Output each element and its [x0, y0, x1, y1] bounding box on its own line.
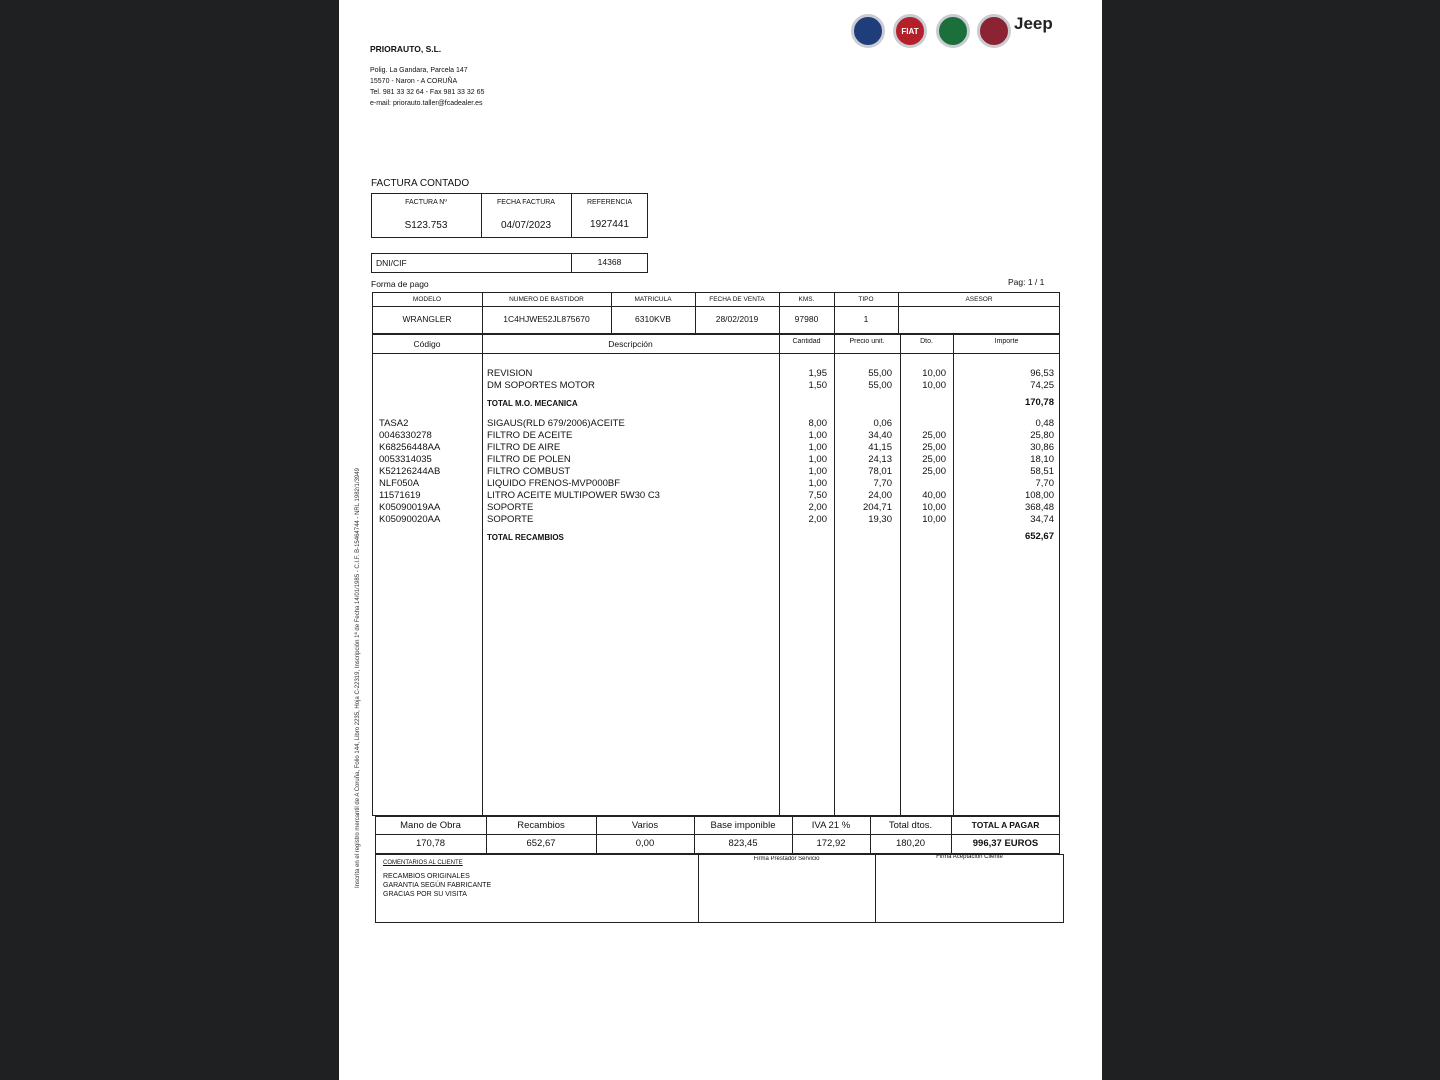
company-address-2: 15570 - Naron - A CORUÑA [370, 78, 458, 85]
item-quantity: 1,50 [808, 380, 827, 391]
item-amount: 0,48 [1035, 418, 1054, 429]
vehicle-header-3: FECHA DE VENTA [709, 296, 765, 303]
vehicle-header-0: MODELO [412, 296, 442, 303]
vehicle-header-1: NUMERO DE BASTIDOR [509, 296, 584, 303]
dni-label: DNI/CIF [376, 258, 407, 268]
item-unit-price: 34,40 [868, 430, 892, 441]
invoice-page [339, 0, 1102, 1080]
item-quantity: 1,00 [808, 442, 827, 453]
totals-label-5: Total dtos. [888, 820, 933, 831]
company-address-1: Polig. La Gandara, Parcela 147 [370, 67, 468, 74]
item-unit-price: 41,15 [868, 442, 892, 453]
totals-label-0: Mano de Obra [400, 820, 461, 831]
item-description: SIGAUS(RLD 679/2006)ACEITE [487, 418, 625, 429]
item-amount: 368,48 [1024, 502, 1054, 513]
invoice-date-label: FECHA FACTURA [497, 199, 555, 206]
totals-label-2: Varios [631, 820, 659, 831]
totals-value-6: 996,37 EUROS [972, 838, 1039, 849]
invoice-type: FACTURA CONTADO [371, 178, 470, 189]
invoice-number: S123.753 [404, 220, 448, 231]
item-code: 0046330278 [379, 430, 432, 441]
vehicle-value-2: 6310KVB [635, 314, 671, 324]
item-description: FILTRO DE AIRE [487, 442, 561, 453]
invoice-reference: 1927441 [590, 219, 629, 230]
item-discount: 25,00 [922, 454, 946, 465]
vehicle-value-4: 97980 [794, 314, 819, 324]
labor-total-label: TOTAL M.O. MECANICA [487, 399, 578, 408]
comments-label: COMENTARIOS AL CLIENTE [383, 860, 463, 866]
item-quantity: 2,00 [808, 514, 827, 525]
item-unit-price: 204,71 [862, 502, 892, 513]
item-quantity: 2,00 [808, 502, 827, 513]
item-unit-price: 55,00 [868, 368, 892, 379]
vehicle-value-1: 1C4HJWE52JL875670 [503, 314, 590, 324]
totals-value-2: 0,00 [635, 838, 655, 849]
item-code: K52126244AB [379, 466, 441, 477]
signature-client-label: Firma Aceptación Cliente [936, 854, 1003, 860]
item-code: TASA2 [379, 418, 409, 429]
item-amount: 30,86 [1030, 442, 1054, 453]
totals-label-4: IVA 21 % [811, 820, 851, 831]
legal-registry-text: Inscrita en el registro mercantil de A Coruña, Folio 144, Libro 2235, Hoja C-22319, Inscripción 1ª de Fecha 14/01/1985 - C.I.F. B-15464744 - NRL 1982/1/3949 [355, 468, 361, 888]
item-unit-price: 0,06 [873, 418, 892, 429]
totals-label-6: TOTAL A PAGAR [971, 820, 1040, 830]
item-amount: 18,10 [1030, 454, 1054, 465]
item-unit-price: 24,00 [868, 490, 892, 501]
parts-total-label: TOTAL RECAMBIOS [487, 533, 564, 542]
item-unit-price: 19,30 [868, 514, 892, 525]
item-description: SOPORTE [487, 514, 534, 525]
item-amount: 25,80 [1030, 430, 1054, 441]
vehicle-header-5: TIPO [858, 296, 874, 303]
labor-total: 170,78 [1024, 397, 1054, 408]
totals-value-3: 823,45 [728, 838, 758, 849]
item-quantity: 8,00 [808, 418, 827, 429]
item-description: LIQUIDO FRENOS-MVP000BF [487, 478, 621, 489]
item-amount: 7,70 [1035, 478, 1054, 489]
item-unit-price: 55,00 [868, 380, 892, 391]
item-description: REVISION [487, 368, 533, 379]
item-description: FILTRO DE ACEITE [487, 430, 573, 441]
vehicle-value-0: WRANGLER [402, 314, 452, 324]
item-quantity: 1,00 [808, 430, 827, 441]
item-description: LITRO ACEITE MULTIPOWER 5W30 C3 [487, 490, 660, 501]
totals-value-0: 170,78 [415, 838, 446, 849]
vehicle-header-4: KMS. [798, 296, 815, 303]
item-quantity: 7,50 [808, 490, 827, 501]
item-code: 0053314035 [379, 454, 432, 465]
vehicle-value-5: 1 [863, 314, 869, 324]
item-quantity: 1,00 [808, 478, 827, 489]
signature-provider-label: Firma Prestador Servicio [753, 856, 820, 862]
item-code: K68256448AA [379, 442, 441, 453]
fiat-logo: FIAT [893, 14, 927, 48]
vehicle-value-3: 28/02/2019 [715, 314, 759, 324]
item-amount: 58,51 [1030, 466, 1054, 477]
col-header-amount: Importe [994, 338, 1019, 345]
totals-value-5: 180,20 [895, 838, 926, 849]
invoice-number-label: FACTURA Nº [405, 199, 447, 206]
item-code: K05090020AA [379, 514, 441, 525]
item-amount: 74,25 [1030, 380, 1054, 391]
item-discount: 10,00 [922, 514, 946, 525]
jeep-logo: Jeep [1014, 14, 1053, 33]
item-amount: 108,00 [1024, 490, 1054, 501]
col-header-discount: Dto. [920, 338, 933, 345]
item-code: K05090019AA [379, 502, 441, 513]
item-unit-price: 78,01 [868, 466, 892, 477]
item-unit-price: 24,13 [868, 454, 892, 465]
company-email: e-mail: priorauto.taller@fcadealer.es [370, 100, 483, 107]
dni-value: 14368 [597, 257, 622, 267]
item-code: NLF050A [379, 478, 420, 489]
item-amount: 34,74 [1030, 514, 1054, 525]
item-discount: 10,00 [922, 502, 946, 513]
item-discount: 25,00 [922, 430, 946, 441]
vehicle-header-6: ASESOR [965, 296, 993, 303]
invoice-date: 04/07/2023 [500, 220, 552, 231]
lancia-logo [851, 14, 885, 48]
company-phone: Tel. 981 33 32 64 - Fax 981 33 32 65 [370, 89, 485, 96]
page-number: Pag: 1 / 1 [1008, 277, 1045, 287]
col-header-description: Descripción [608, 339, 653, 349]
item-discount: 40,00 [922, 490, 946, 501]
col-header-code: Código [413, 339, 441, 349]
totals-label-1: Recambios [517, 820, 565, 831]
invoice-reference-label: REFERENCIA [586, 199, 633, 206]
col-header-quantity: Cantidad [792, 338, 821, 345]
alfa-romeo-logo [936, 14, 970, 48]
comment-line-3: GRACIAS POR SU VISITA [383, 891, 467, 898]
item-discount: 10,00 [922, 380, 946, 391]
payment-method-label: Forma de pago [371, 279, 429, 289]
col-header-unit-price: Precio unit. [849, 338, 885, 345]
item-quantity: 1,00 [808, 466, 827, 477]
item-quantity: 1,00 [808, 454, 827, 465]
item-discount: 10,00 [922, 368, 946, 379]
item-description: DM SOPORTES MOTOR [487, 380, 595, 391]
parts-total: 652,67 [1024, 531, 1054, 542]
item-description: FILTRO DE POLEN [487, 454, 571, 465]
comment-line-1: RECAMBIOS ORIGINALES [383, 873, 470, 880]
totals-value-4: 172,92 [816, 838, 846, 849]
item-description: SOPORTE [487, 502, 534, 513]
item-quantity: 1,95 [808, 368, 827, 379]
abarth-logo [977, 14, 1011, 48]
vehicle-header-2: MATRICULA [634, 296, 672, 303]
item-code: 11571619 [379, 490, 421, 501]
item-description: FILTRO COMBUST [487, 466, 571, 477]
company-name: PRIORAUTO, S.L. [370, 44, 442, 54]
comment-line-2: GARANTIA SEGÚN FABRICANTE [383, 882, 492, 889]
item-discount: 25,00 [922, 466, 946, 477]
item-discount: 25,00 [922, 442, 946, 453]
totals-label-3: Base imponible [710, 820, 776, 831]
item-amount: 96,53 [1030, 368, 1054, 379]
totals-value-1: 652,67 [526, 838, 556, 849]
item-unit-price: 7,70 [873, 478, 892, 489]
